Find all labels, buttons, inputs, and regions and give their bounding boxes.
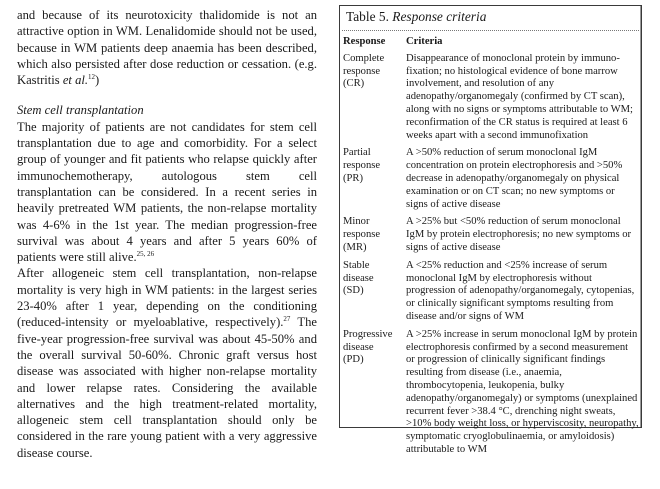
- response-cell: [340, 257, 403, 326]
- response-criteria-table-box: [339, 5, 642, 455]
- paragraph-allogeneic: After allogeneic stem cell transplantation, non-relapse mortality is very high in WM patients: in the largest series 23-40% after 1 year, depending on the conditioning (reduced-intensity or myeloablative, respectively).$^{27}$ The five-year progression-free survival was about 45-50% and the overall survival 50-60%. Chronic graft versus host disease was associated with higher non-relapse mortality and lower relapse rates. Considering the available alternatives and the high treatment-related mortality, allogeneic stem cell transplantation should only be considered in the rare young patient with a very aggressive disease course.: [17, 266, 317, 460]
- response-line: disease: [343, 272, 374, 284]
- table-row: [340, 50, 641, 145]
- table-title: [342, 6, 639, 31]
- criteria-cell: A <25% reduction and <25% increase of serum monoclonal IgM by electrophoresis without progression of adenopathy/organomegaly, cytopenias, or clinically significant symptoms resulting from disease and/or signs of WM: [406, 259, 635, 322]
- table-header-row: [340, 31, 641, 50]
- response-line: (PD): [343, 354, 364, 366]
- table-row: [340, 144, 641, 213]
- body-text-column: [17, 7, 317, 461]
- header-criteria: Criteria: [406, 36, 443, 47]
- table-row: [340, 326, 641, 459]
- response-cell: [340, 326, 403, 459]
- response-cell: [340, 213, 403, 256]
- header-response: Response: [343, 36, 386, 47]
- response-line: (PR): [343, 172, 364, 184]
- table-caption: Response criteria: [392, 9, 487, 24]
- author-et-al: et al.: [62, 73, 89, 88]
- response-line: disease: [343, 341, 374, 353]
- section-heading: Stem cell transplantation: [17, 103, 144, 118]
- response-line: response: [343, 160, 381, 172]
- response-cell: [340, 50, 403, 145]
- response-line: Stable: [343, 259, 370, 271]
- paragraph-autologous: The majority of patients are not candidates for stem cell transplantation due to age and comorbidity. For a select group of younger and fit patients who relapse quickly after immunochemotherapy, autologous stem cell transplantation can be considered. In a recent series in heavily pretreated WM patients, the non-relapse mortality was 4-6% in the 1st year. The median progression-free survival was about 4 years and after 5 years 60% of patients were still alive.$^{25, 26}$: [17, 119, 317, 265]
- response-line: response: [343, 65, 381, 77]
- response-line: response: [343, 229, 381, 241]
- response-line: Partial: [343, 147, 371, 159]
- paragraph-thalidomide: and because of its neurotoxicity thalidomide is not an attractive option in WM. Lenalidomide should not be used, because in WM patients deep anaemia has been described, which also persisted after dose reduction or cessation. (e.g. Kastritis et al.$^{12}$): [17, 8, 317, 88]
- reference-superscript: 25, 26: [136, 250, 155, 259]
- response-line: Progressive: [343, 328, 393, 340]
- table-label: Table 5.: [346, 9, 389, 24]
- table-row: [340, 257, 641, 326]
- criteria-cell: A >25% increase in serum monoclonal IgM by protein electrophoresis confirmed by a second measurement or progression of clinically significant findings resulting from disease (i.e., anaemia, thrombocytopenia, leukopenia, bulky adenopathy/organomegaly) or symptoms (unexplained recurrent fever >38.4 °C, drenching night sweats, >10% body weight loss, or hyperviscosity, neuropathy, symptomatic cryoglobulinaemia, or amyloidosis) attributable to WM: [406, 328, 639, 455]
- response-line: (SD): [343, 285, 364, 297]
- criteria-cell: A >50% reduction of serum monoclonal IgM concentration on protein electrophoresis and >50% decrease in adenopathy/organomegaly on physical examination or on CT scan; no new symptoms or signs of active disease: [406, 147, 623, 210]
- reference-superscript: 12: [88, 73, 96, 82]
- response-criteria-table: [340, 31, 641, 459]
- response-cell: [340, 144, 403, 213]
- criteria-cell: Disappearance of monoclonal protein by immuno-fixation; no histological evidence of bone marrow involvement, and resolution of any adenopathy/organomegaly (confirmed by CT scan), along with no signs or symptoms attributable to WM; reconfirmation of the CR status is required at least 6 weeks apart with a second immunofixation: [406, 52, 633, 141]
- reference-superscript: 27: [283, 315, 291, 324]
- response-line: Complete: [343, 52, 385, 64]
- response-line: (MR): [343, 241, 367, 253]
- table-row: [340, 213, 641, 256]
- response-line: (CR): [343, 78, 365, 90]
- criteria-cell: A >25% but <50% reduction of serum monoclonal IgM by protein electrophoresis; no new symptoms or signs of active disease: [406, 216, 632, 253]
- table-body: [340, 50, 641, 459]
- response-line: Minor: [343, 216, 370, 228]
